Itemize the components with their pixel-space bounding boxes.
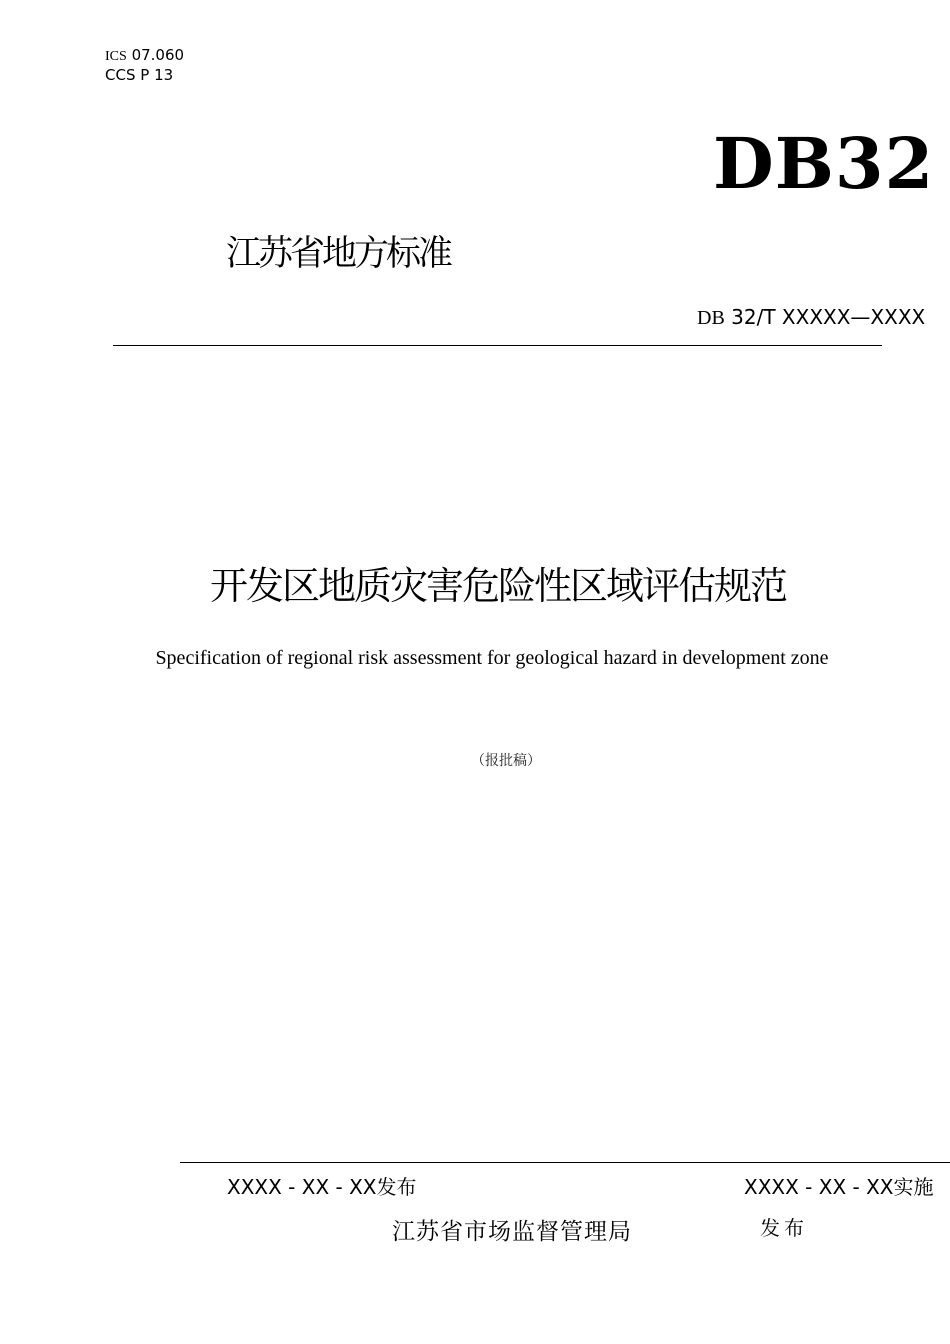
standard-number-prefix: DB [697, 307, 725, 329]
document-title-english: Specification of regional risk assessment for geological hazard in development zone [155, 647, 829, 669]
issuer-action: 发布 [760, 1216, 808, 1240]
standard-number-value: 32/T XXXXX—XXXX [731, 305, 926, 329]
classification-block [105, 46, 184, 85]
ics-code: 07.060 [131, 46, 185, 64]
top-divider [113, 345, 882, 346]
document-title-chinese: 开发区地质灾害危险性区域评估规范 [209, 564, 786, 608]
effective-date: XXXX - XX - XX实施 [744, 1175, 934, 1199]
ics-label: ICS [105, 49, 127, 64]
standard-type: 江苏省地方标准 [226, 234, 451, 274]
draft-status-label: （报批稿） [471, 753, 541, 769]
issue-date: XXXX - XX - XX发布 [227, 1175, 417, 1199]
standard-number [697, 304, 925, 331]
ics-line [105, 46, 184, 66]
ccs-label: CCS [105, 66, 136, 84]
ccs-line [105, 66, 184, 85]
bottom-divider [180, 1162, 950, 1163]
issuer-name: 江苏省市场监督管理局 [392, 1219, 632, 1245]
ccs-code: P 13 [140, 66, 174, 84]
db-logo: DB32 [713, 122, 935, 205]
